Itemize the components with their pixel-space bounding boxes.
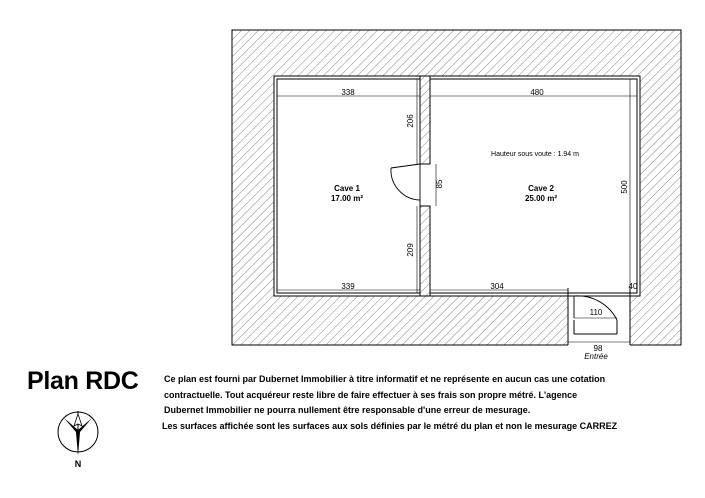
dim-entry-outer: 98 — [593, 344, 603, 353]
dim-cave2-bottom: 304 — [490, 282, 504, 291]
dim-cave2-top: 480 — [530, 88, 544, 97]
plan-title: Plan RDC — [27, 367, 139, 395]
disclaimer-text — [164, 372, 694, 434]
dim-cave1-top: 338 — [341, 88, 355, 97]
disclaimer-line: Ce plan est fourni par Dubernet Immobilier à titre informatif et ne représente en aucun cas une cotation — [164, 374, 606, 384]
room-cave1-area: 17.00 m² — [330, 194, 364, 203]
dim-cave1-right-lower: 209 — [406, 243, 415, 257]
disclaimer-line: Les surfaces affichée sont les surfaces aux sols définies par le métré du plan et non le mesurage CARREZ — [162, 420, 618, 431]
dim-cave1-right-upper: 206 — [406, 114, 415, 128]
dim-entry-inner: 110 — [589, 308, 603, 317]
room-cave1-name: Cave 1 — [334, 184, 360, 193]
disclaimer-line: contractuelle. Tout acquéreur reste libre de faire effectuer à ses frais son propre métré. L'agence — [164, 389, 578, 400]
dim-cave2-corner: 40 — [628, 282, 638, 291]
dim-cave2-right: 500 — [620, 180, 629, 194]
ceiling-height-note: Hauteur sous voute : 1.94 m — [491, 151, 579, 158]
disclaimer-line: Dubernet Immobilier ne pourra nullement être responsable d'une erreur de mesurage. — [164, 405, 531, 415]
entry-label: Entrée — [584, 352, 608, 361]
compass-north-letter: N — [74, 459, 82, 469]
dim-cave1-bottom: 339 — [341, 282, 355, 291]
dim-door-passage: 85 — [435, 179, 444, 189]
room-cave2-area: 25.00 m² — [524, 194, 558, 203]
room-outlines — [274, 76, 640, 296]
room-cave2-name: Cave 2 — [528, 184, 554, 193]
partition-wall — [420, 76, 430, 296]
compass-rose-icon — [52, 408, 104, 470]
interior-door — [391, 164, 420, 206]
entry-opening — [568, 288, 630, 346]
